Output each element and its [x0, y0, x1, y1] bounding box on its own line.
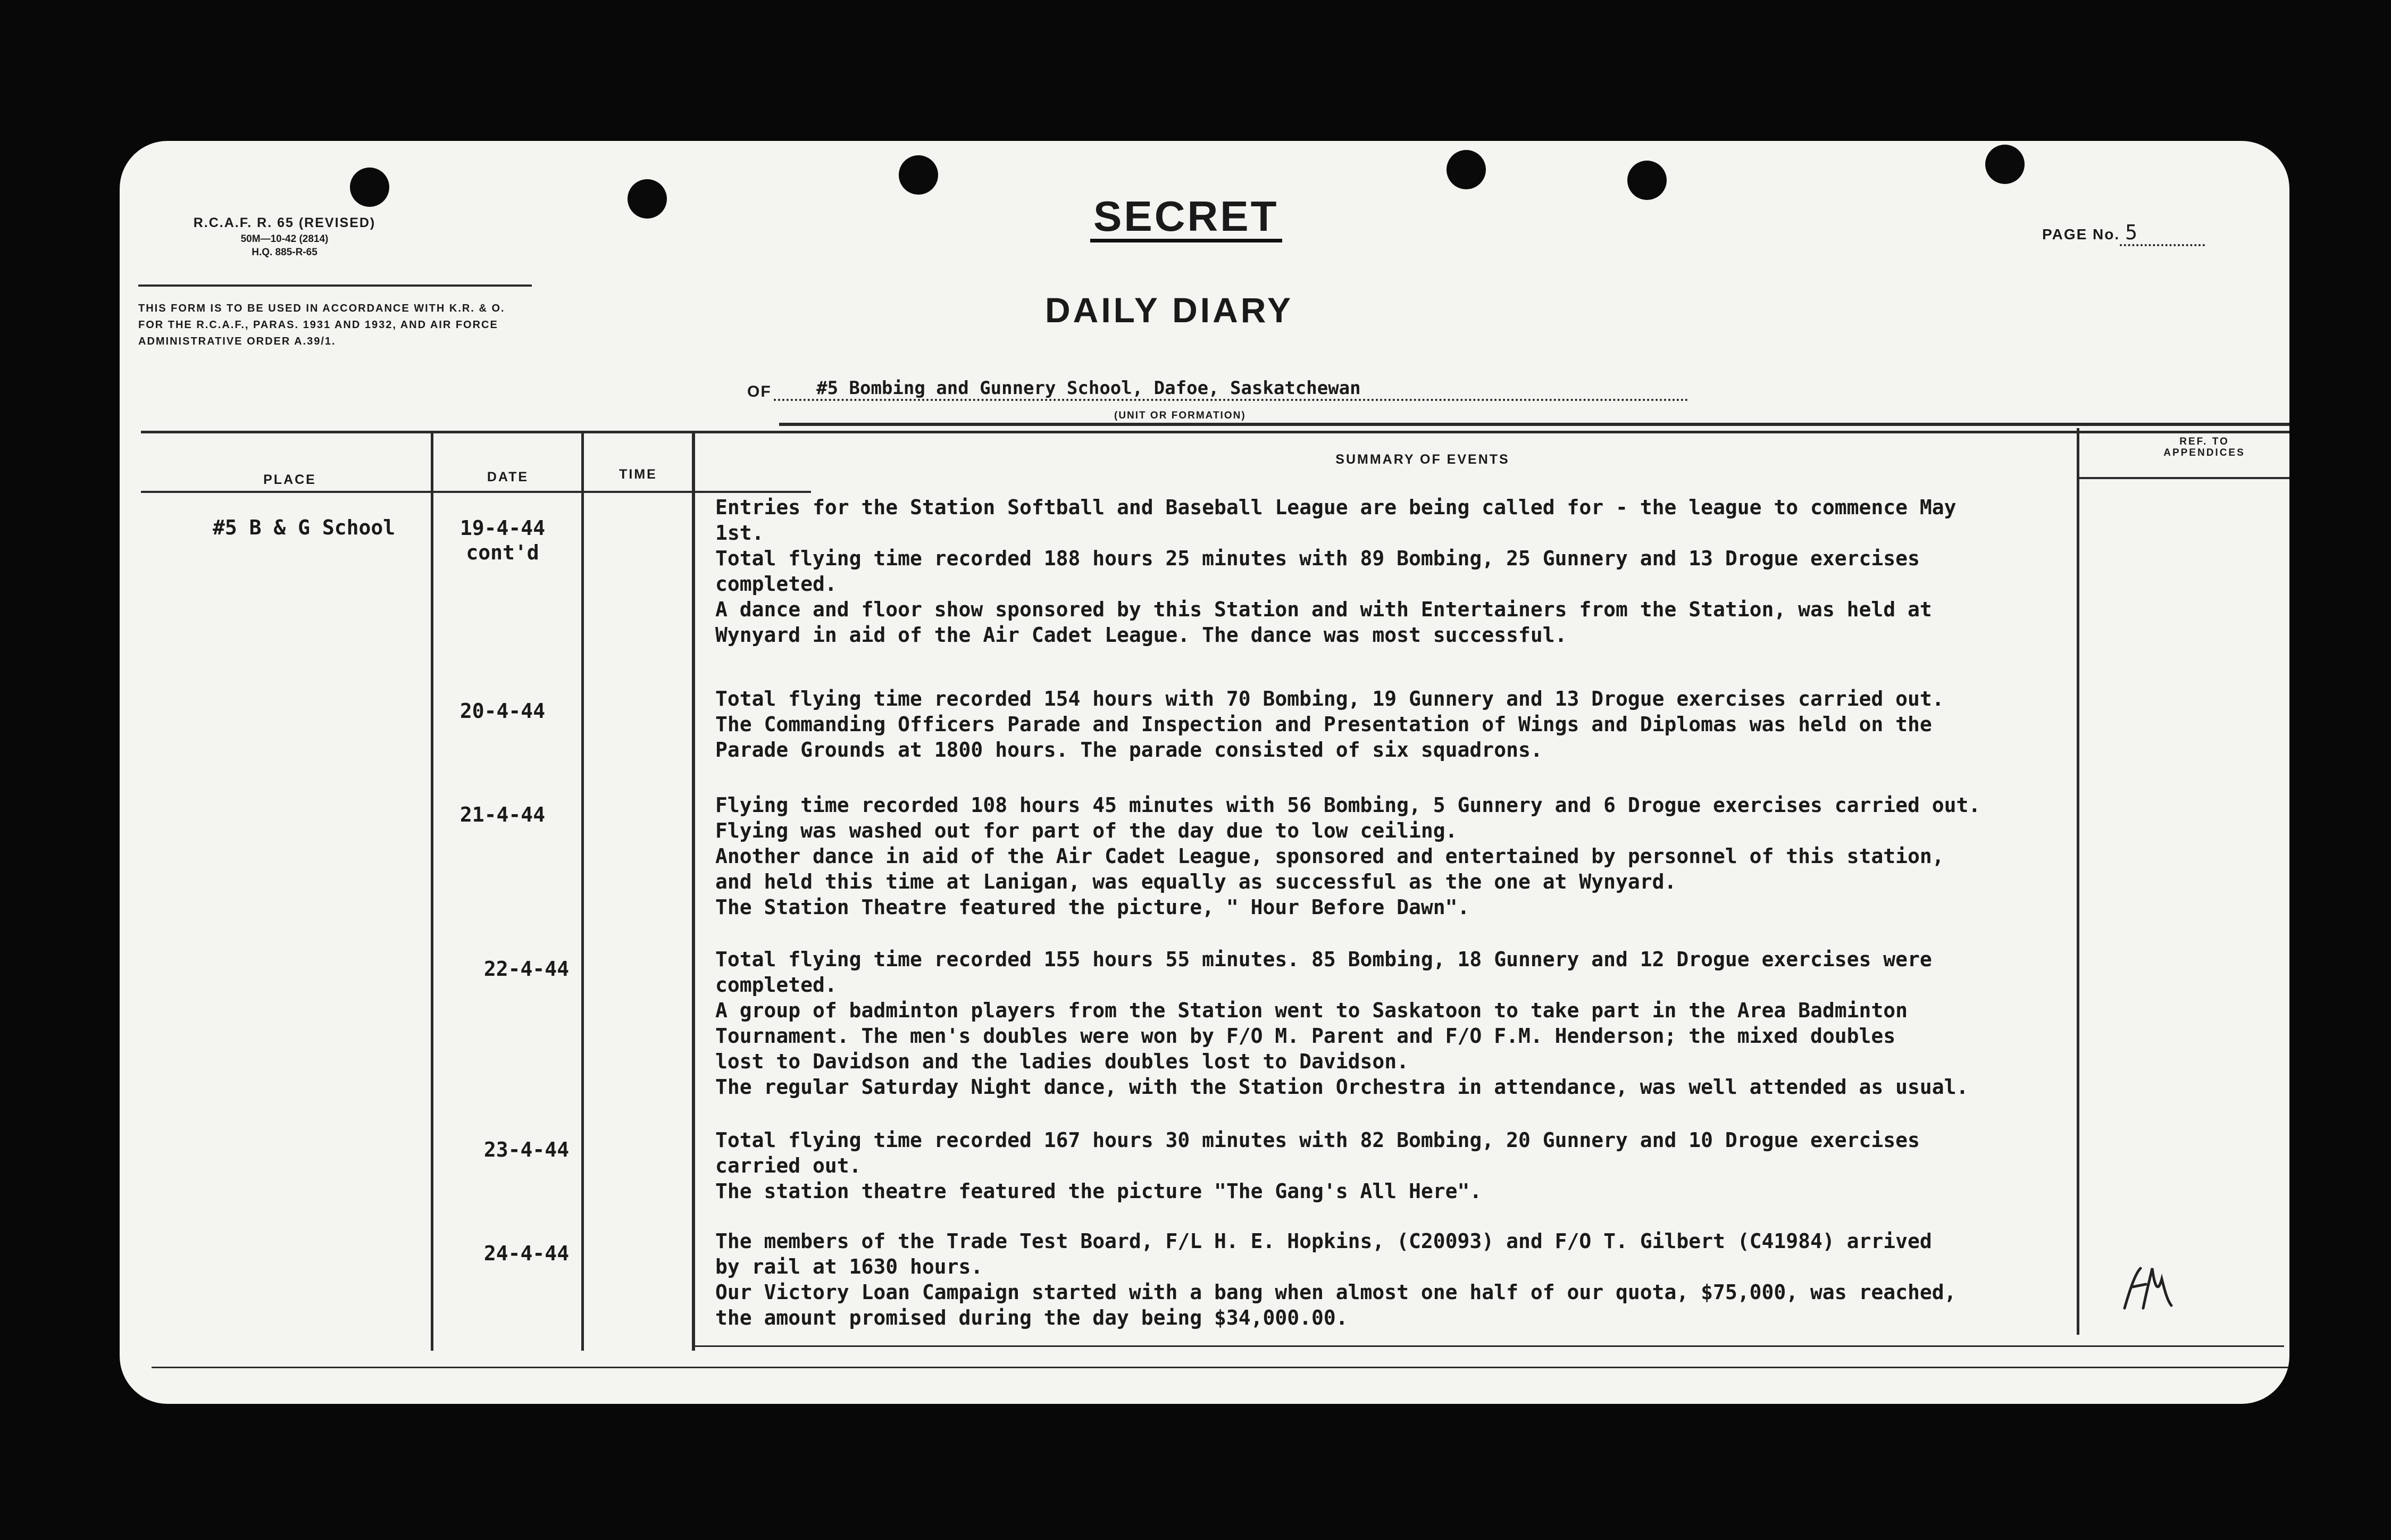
summary-line: Flying was washed out for part of the day due to low ceiling.	[715, 819, 1458, 842]
summary-line: and held this time at Lanigan, was equally as successful as the one at Wynyard.	[715, 870, 1677, 893]
entry-summary	[715, 1228, 2130, 1330]
entry-date: 21-4-44	[459, 803, 546, 826]
summary-line: The Commanding Officers Parade and Inspection and Presentation of Wings and Diplomas was held on the	[715, 713, 1932, 736]
entry-date	[433, 516, 572, 565]
summary-line: by rail at 1630 hours.	[715, 1255, 983, 1278]
unit-line	[747, 378, 1688, 401]
binder-hole	[1985, 145, 2025, 184]
column-divider	[581, 433, 584, 1351]
summary-line: Wynyard in aid of the Air Cadet League. The dance was most successful.	[715, 623, 1567, 647]
form-code-line: R.C.A.F. R. 65 (REVISED)	[193, 215, 376, 230]
ref-header-rule	[2077, 477, 2289, 479]
table-top-rule	[141, 431, 2289, 433]
column-header-ref	[2087, 436, 2289, 458]
handwritten-initials	[2114, 1258, 2178, 1321]
page-title: DAILY DIARY	[1045, 290, 1293, 330]
column-divider	[692, 433, 695, 1351]
summary-line: The members of the Trade Test Board, F/L H. E. Hopkins, (C20093) and F/O T. Gilbert (C41984) arrived	[715, 1229, 1932, 1253]
binder-hole	[899, 155, 938, 195]
summary-line: Total flying time recorded 188 hours 25 minutes with 89 Bombing, 25 Gunnery and 13 Drogue exercises	[715, 547, 1920, 570]
summary-line: Another dance in aid of the Air Cadet League, sponsored and entertained by personnel of this station,	[715, 844, 1944, 868]
summary-line: Total flying time recorded 155 hours 55 minutes. 85 Bombing, 18 Gunnery and 12 Drogue exercises were	[715, 948, 1932, 971]
unit-name: #5 Bombing and Gunnery School, Dafoe, Saskatchewan	[774, 378, 1688, 401]
entry-summary	[715, 792, 2130, 920]
page-number	[2042, 221, 2205, 246]
summary-line: The station theatre featured the picture "The Gang's All Here".	[715, 1179, 1482, 1203]
summary-line: Total flying time recorded 167 hours 30 minutes with 82 Bombing, 20 Gunnery and 10 Drogue exercises	[715, 1128, 1920, 1152]
binder-hole	[1627, 161, 1667, 200]
form-code-line: H.Q. 885-R-65	[252, 247, 317, 258]
summary-line: Parade Grounds at 1800 hours. The parade consisted of six squadrons.	[715, 738, 1543, 761]
table-bottom-rule	[694, 1345, 2284, 1347]
binder-hole	[1447, 150, 1486, 189]
summary-line: The Station Theatre featured the picture, " Hour Before Dawn".	[715, 895, 1470, 919]
form-code-line: 50M—10-42 (2814)	[240, 233, 329, 245]
column-header-summary: SUMMARY OF EVENTS	[1335, 452, 1510, 467]
summary-line: Total flying time recorded 154 hours with 70 Bombing, 19 Gunnery and 13 Drogue exercises carried out.	[715, 687, 1944, 710]
unit-caption: (UNIT OR FORMATION)	[1114, 410, 1246, 421]
header-rule	[138, 284, 532, 287]
header-bottom-rule	[141, 491, 811, 493]
summary-line: completed.	[715, 572, 837, 596]
entry-date: 22-4-44	[483, 957, 570, 981]
table-bottom-rule	[152, 1367, 2289, 1368]
entry-date-note: cont'd	[466, 541, 539, 564]
summary-line: A dance and floor show sponsored by this Station and with Entertainers from the Station, was held at	[715, 598, 1932, 621]
table-top-rule	[779, 423, 2289, 426]
page-number-value: 5	[2120, 221, 2205, 246]
summary-line: Our Victory Loan Campaign started with a bang when almost one half of our quota, $75,000, was reached,	[715, 1280, 1957, 1304]
column-divider	[431, 433, 433, 1351]
summary-line: A group of badminton players from the Station went to Saskatoon to take part in the Area Badminton	[715, 999, 1908, 1022]
summary-line: lost to Davidson and the ladies doubles lost to Davidson.	[715, 1050, 1409, 1073]
summary-line: The regular Saturday Night dance, with the Station Orchestra in attendance, was well attended as usual.	[715, 1075, 1969, 1099]
summary-line: Tournament. The men's doubles were won by F/O M. Parent and F/O F.M. Henderson; the mixed doubles	[715, 1024, 1896, 1048]
entry-summary	[715, 495, 2130, 648]
summary-line: carried out.	[715, 1154, 862, 1177]
summary-line: the amount promised during the day being $34,000.00.	[715, 1306, 1348, 1329]
page-label: PAGE No.	[2042, 226, 2120, 242]
column-header-time: TIME	[619, 467, 657, 482]
entry-date-value: 19-4-44	[459, 516, 546, 540]
column-header-ref-line: REF. TO	[2179, 436, 2229, 447]
of-label: OF	[747, 383, 772, 400]
entry-summary	[715, 1127, 2130, 1204]
column-header-ref-line: APPENDICES	[2163, 447, 2245, 458]
summary-line: 1st.	[715, 521, 764, 545]
summary-line: Entries for the Station Softball and Baseball League are being called for - the league to commence May	[715, 496, 1957, 519]
entry-date: 20-4-44	[459, 699, 546, 723]
column-header-place: PLACE	[263, 472, 316, 487]
diary-sheet	[120, 141, 2289, 1404]
column-header-date: DATE	[487, 470, 529, 484]
summary-line: completed.	[715, 973, 837, 997]
binder-hole	[350, 168, 389, 207]
summary-line: Flying time recorded 108 hours 45 minutes with 56 Bombing, 5 Gunnery and 6 Drogue exercises carried out.	[715, 793, 1981, 817]
entry-date: 24-4-44	[483, 1242, 570, 1265]
entry-summary	[715, 947, 2130, 1100]
place-value: #5 B & G School	[213, 516, 396, 539]
binder-hole	[628, 179, 667, 219]
entry-summary	[715, 686, 2130, 763]
form-notice: THIS FORM IS TO BE USED IN ACCORDANCE WITH K.R. & O. FOR THE R.C.A.F., PARAS. 1931 AND 1932, AND AIR FORCE ADMINISTRATIVE ORDER A.39/1.	[138, 303, 505, 347]
entry-date: 23-4-44	[483, 1138, 570, 1161]
security-classification: SECRET	[1090, 194, 1282, 242]
form-code	[146, 214, 423, 260]
